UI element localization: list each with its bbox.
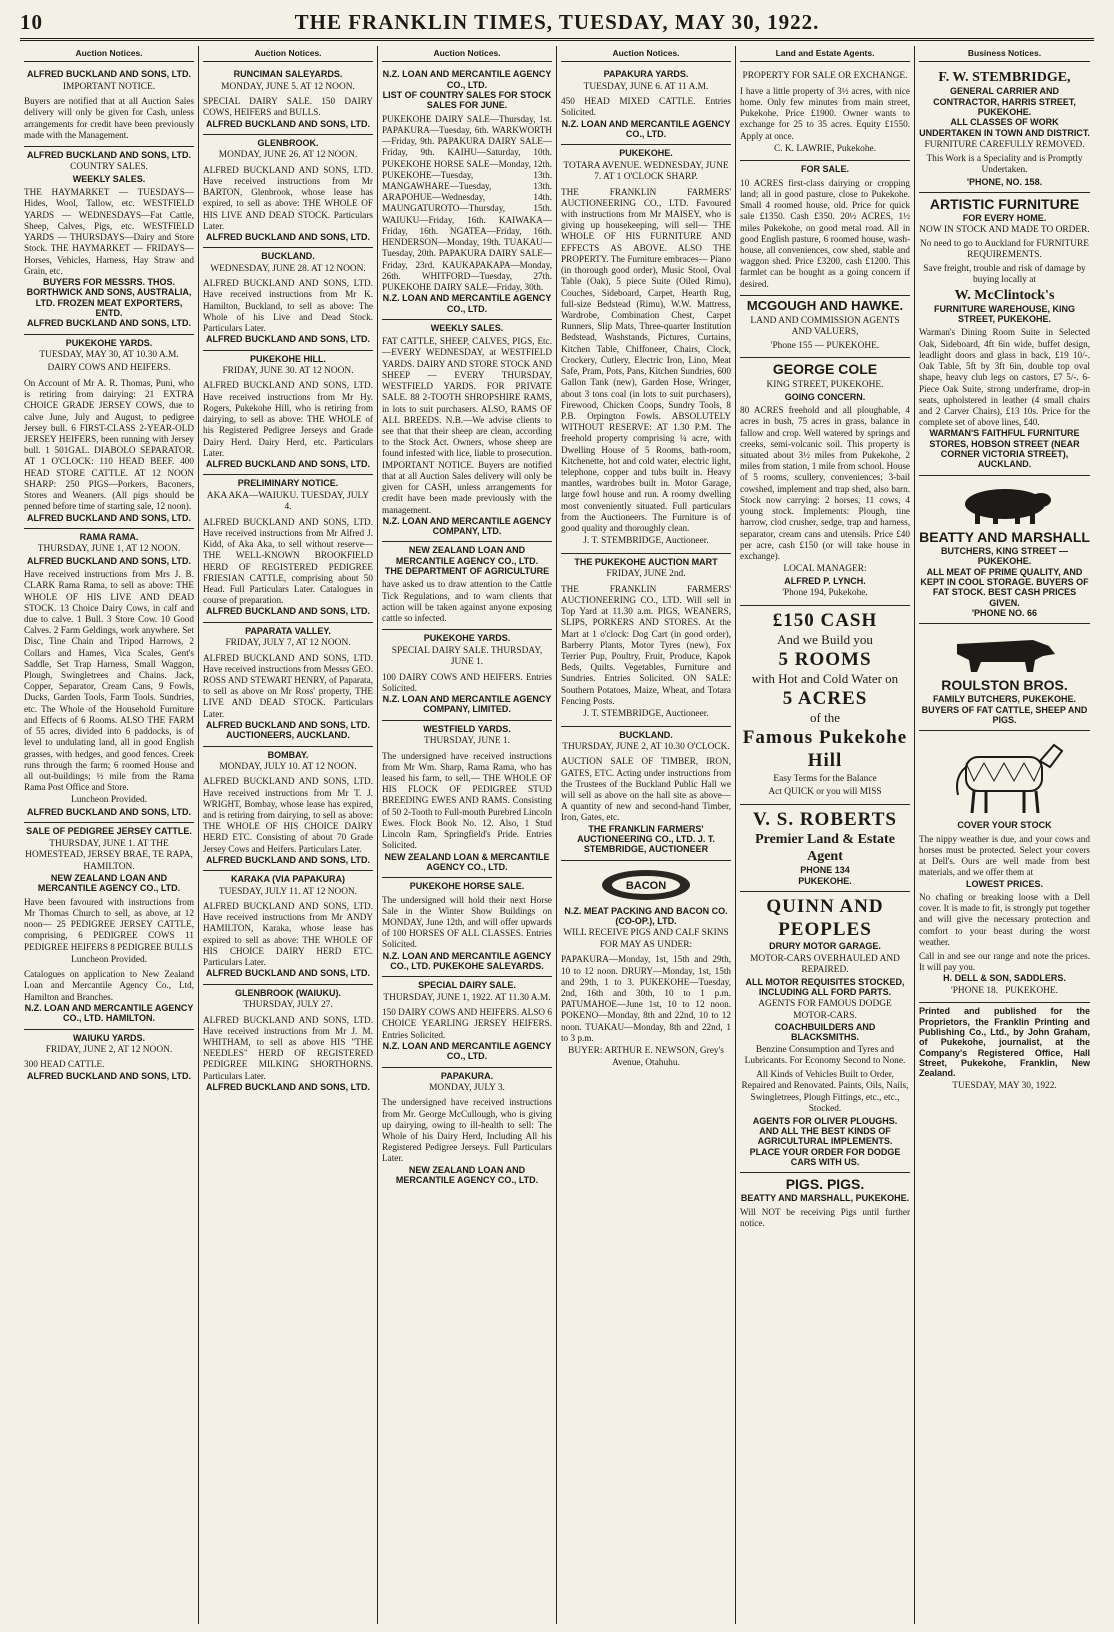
notice-body: THE FRANKLIN FARMERS' AUCTIONEERING CO., LTD. Will sell in Top Yard at 11.30 a.m. PIGS, WEANERS, SLIPS, PORKERS AND STORES. At the Mart at 1 o'clock: Dog Cart (in good order), Barberry Plants, Motor Tyres (new), Fox Terrier Pup, Poultry, Fruit, Produce, Kapok Beds, Quilts. Vegetables, Furniture and Sundries. Entries Solicited. ON SALE: Southern Potatoes, Maize, Wheat, and Totara Fencing Posts.: [561, 583, 731, 706]
ad-headline: 5 ACRES: [782, 687, 868, 709]
notice-heading: GLENBROOK (WAIUKU).: [235, 987, 341, 998]
notice-waiuku-yards: [24, 1030, 194, 1086]
ad-body: Call in and see our range and note the prices. It will pay you.: [919, 951, 1090, 973]
notice-heading: PUKEKOHE HORSE SALE.: [409, 881, 525, 892]
ad-vs-roberts: [740, 805, 910, 892]
ad-line: AND ALL THE BEST KINDS OF AGRICULTURAL IMPLEMENTS.: [757, 1125, 893, 1147]
column-4: [557, 46, 736, 1624]
notice-date: WEDNESDAY, JUNE 28. AT 12 NOON.: [210, 263, 366, 274]
notice-body: have asked us to draw attention to the Cattle Tick Regulations, and to warn clients that action will be taken against anyone exposing cattle so infected.: [382, 579, 552, 624]
ad-line: Benzine Consumption and Tyres and Lubricants. For Economy Second to None.: [744, 1044, 906, 1067]
ad-body: 80 ACRES freehold and all ploughable, 4 acres in bush, 75 acres in grass, balance in fallow and crop. Well watered by springs and creeks, semi-volcanic soil. This property is situated about 3½ miles from Pukekohe, 2 miles from station, 1 mile from school. House of 5 rooms, scullery, conveniences; 3-bail cowshed, implement and trap shed, also barn. Stock now carrying: 2 horses, 11 cows, 4 young stock. Implements: Plough, tine harrow, clod crusher, sedge, trap and harness, separator, cream cans and utensils. Price £40 per acre, cash £150 (or will take house in exchange).: [740, 405, 910, 561]
notice-date: THURSDAY, JULY 27.: [243, 1000, 333, 1011]
notice-signature: ALFRED BUCKLAND AND SONS, LTD.: [206, 334, 370, 345]
notice-subheading: WEEKLY SALES.: [72, 173, 146, 184]
ad-for-sale: [740, 161, 910, 296]
notice-heading: THE PUKEKOHE AUCTION MART: [574, 556, 718, 567]
notice-subheading: COUNTRY SALES.: [70, 162, 148, 173]
notice-catalogue: Catalogues on application to New Zealand Loan and Mercantile Agency Co., Ltd, Hamilton and Branches.: [24, 969, 194, 1002]
notice-auction-mart: [561, 554, 731, 727]
ad-heading: ARTISTIC FURNITURE: [929, 195, 1080, 212]
notice-signature: J. T. STEMBRIDGE, Auctioneer.: [583, 709, 709, 720]
notice-heading: PAPAKURA YARDS.: [603, 69, 689, 80]
notice-heading: GLENBROOK.: [257, 137, 319, 148]
ad-subheading: BUTCHERS, KING STREET — PUKEKOHE.: [940, 545, 1068, 567]
notice-heading: BUCKLAND.: [261, 251, 315, 262]
notice-signature: N.Z. LOAN AND MERCANTILE AGENCY CO., LTD.: [561, 118, 731, 139]
ad-line: Save freight, trouble and risk of damage by buying locally at: [923, 263, 1086, 286]
ad-beatty-marshall: [919, 476, 1090, 624]
notice-signature: ALFRED BUCKLAND AND SONS, LTD.: [206, 118, 370, 129]
notice-heading: ALFRED BUCKLAND AND SONS, LTD.: [27, 69, 191, 80]
notice-heading: ALFRED BUCKLAND AND SONS, LTD.: [27, 150, 191, 161]
notice-signature: N.Z. LOAN AND MERCANTILE AGENCY CO., LTD.: [382, 293, 552, 314]
ad-subheading: FURNITURE WAREHOUSE, KING STREET, PUKEKOHE.: [933, 303, 1075, 325]
notice-signature: BUYER: ARTHUR E. NEWSON, Grey's Avenue, Otahuhu.: [568, 1046, 724, 1068]
notice-date: TUESDAY, MAY 30, AT 10.30 A.M.: [39, 350, 179, 361]
ad-subheading: LOWEST PRICES.: [965, 878, 1043, 889]
ad-line: NOW IN STOCK AND MADE TO ORDER.: [919, 225, 1090, 236]
ad-phone: 'Phone 155: [770, 340, 813, 351]
notice-rama-rama: [24, 529, 194, 823]
notice-papakura: [382, 1068, 552, 1191]
notice-signature: ALFRED BUCKLAND AND SONS, LTD.: [206, 606, 370, 617]
notice-signature: ALFRED BUCKLAND AND SONS, LTD.: [27, 806, 191, 817]
notice-body: ALFRED BUCKLAND AND SONS, LTD. Have received instructions from Mr BARTON, Glenbrook, whose lease has expired, to sell as above: THE WHOLE OF HIS LIVE AND DEAD STOCK. Particulars Later.: [203, 164, 373, 231]
bacon-pig-logo-icon: [591, 867, 701, 903]
notice-date: FRIDAY, JULY 7, AT 12 NOON.: [225, 638, 351, 649]
ad-property-exchange: [740, 66, 910, 161]
notice-body: ALFRED BUCKLAND AND SONS, LTD. Have received instructions from Mr T. J. WRIGHT, Bombay, whose lease has expired, and is retiring from dairying, to sell as above: THE WHOLE OF HIS CHOICE DAIRY HERD ETC. Consisting of about 70 Grade Jersey Cows and Heifers. Particulars Later.: [203, 776, 373, 854]
notice-date: AKA AKA—WAIUKU. TUESDAY, JULY 4.: [206, 490, 370, 513]
notice-signature: ALFRED BUCKLAND AND SONS, LTD.: [206, 232, 370, 243]
notice-signature: ALFRED BUCKLAND AND SONS, LTD.: [206, 968, 370, 979]
ad-subheading: FOR EVERY HOME.: [962, 212, 1047, 223]
notice-heading: PUKEKOHE HILL.: [249, 353, 326, 364]
notice-glenbrook-waiuku: [203, 985, 373, 1097]
notice-date: THURSDAY, JUNE 2, AT 10.30 O'CLOCK.: [562, 741, 730, 752]
notice-heading: BOMBAY.: [267, 749, 309, 760]
column-6: [915, 46, 1094, 1624]
notice-country-sales: [24, 147, 194, 335]
notice-date: FRIDAY, JUNE 2nd.: [606, 569, 686, 580]
notice-body: ALFRED BUCKLAND AND SONS, LTD. Have received instructions from Mr K. Hamilton, Buckland, to sell as above: The Whole of his Live and Dead Stock. Particulars Later.: [203, 278, 373, 334]
ad-line: This Work is a Speciality and is Promptly Undertaken.: [926, 153, 1083, 176]
notice-body: Buyers are notified that at all Auction Sales delivery will only be given for Cash, unless arrangements for credit have been previously made with the Management.: [24, 96, 194, 140]
notice-body: ALFRED BUCKLAND AND SONS, LTD. Have received instructions from Mr J. M. WHITHAM, to sell as above HIS "THE NEEDLES" HERD OF REGISTERED PEDIGREE MILKING SHORTHORNS. Particulars Later.: [203, 1014, 373, 1081]
notice-signature: ALFRED BUCKLAND AND SONS, LTD.: [27, 1070, 191, 1081]
notice-body: ALFRED BUCKLAND AND SONS, LTD. Have received instructions from Mr ANDY HAMILTON, Karaka, whose lease has expired to sell as above: THE WHOLE OF HIS CHOICE DAIRY HERD ETC. Particulars Later.: [203, 901, 373, 968]
notice-body: The undersigned have received instructions from Mr Wm. Sharp, Rama Rama, who has leased his farm, to sell,— THE WHOLE OF HIS FLOCK OF PEDIGREE STUD BREEDING EWES AND RAMS. Consisting of 50 2-Tooth to Full-mouth Purebred Lincoln Ewes. Flock Book No. 12. Also, 1 Stud Lincoln Ram, Springfield's Pride. Entries Solicited.: [382, 750, 552, 851]
page-number: 10: [20, 9, 43, 34]
ad-line: All Kinds of Vehicles Built to Order, Repaired and Renovated. Paints, Oils, Nails, Swingletrees, Plough Fittings, etc., etc., Stocked.: [741, 1069, 909, 1115]
imprint-text: Printed and published for the Proprietors, the Franklin Printing and Publishing Co., Ltd., by John Graham, of Pukekohe, journalist, at the Company's Registered Office, Hall Street, Pukekohe, Franklin, New Zealand.: [919, 1006, 1090, 1079]
ad-line: ALL CLASSES OF WORK UNDERTAKEN IN TOWN AND DISTRICT.: [919, 117, 1090, 138]
ad-signature: WARMAN'S FAITHFUL FURNITURE STORES, HOBSON STREET (NEAR CORNER VICTORIA STREET), AUCKLAND.: [929, 428, 1080, 470]
ad-line: ALL MOTOR REQUISITES STOCKED, INCLUDING ALL FORD PARTS.: [745, 976, 905, 997]
notice-heading: PUKEKOHE.: [619, 148, 673, 159]
column-1: [20, 46, 199, 1624]
ad-heading: COVER YOUR STOCK: [957, 820, 1052, 831]
notice-signature: ALFRED BUCKLAND AND SONS, LTD.: [206, 459, 370, 470]
imprint-date: TUESDAY, MAY 30, 1922.: [952, 1080, 1057, 1091]
ad-body: I have a little property of 3½ acres, with nice home. Only few minutes from main street, Pukekohe. Price £1900. Owner wants to exchange for 25 to 35 acres. Equity £1550. Apply at once.: [740, 85, 910, 141]
notice-heading: RUNCIMAN SALEYARDS.: [233, 69, 343, 80]
notice-signature: ALFRED BUCKLAND AND SONS, LTD. AUCTIONEERS, AUCKLAND.: [206, 719, 370, 741]
notice-subheading: LIST OF COUNTRY SALES FOR STOCK SALES FOR JUNE.: [382, 90, 552, 111]
ad-line: MOTOR-CARS OVERHAULED AND REPAIRED.: [750, 953, 900, 976]
ad-subheading: GENERAL CARRIER AND CONTRACTOR, HARRIS STREET, PUKEKOHE.: [933, 86, 1076, 118]
notice-date: MONDAY, JUNE 26. AT 12 NOON.: [218, 150, 358, 161]
notice-pukekohe-yards-dairy: [382, 630, 552, 720]
notice-heading: N.Z. MEAT PACKING AND BACON CO. (CO-OP.), LTD.: [564, 905, 728, 927]
ad-name: H. DELL & SON, SADDLERS.: [943, 973, 1066, 984]
notice-body: AUCTION SALE OF TIMBER, IRON, GATES, ETC. Acting under instructions from the Trustees of the Buckland Public Hall we will sell as above on the hall site as above— A quantity of new and second-hand Timber, Iron, Gates, etc.: [561, 756, 731, 823]
ad-subheading: Premier Land & Estate Agent: [755, 832, 895, 865]
ad-line: PLACE YOUR ORDER FOR DODGE CARS WITH US.: [749, 1146, 901, 1168]
notice-bacon-co: [561, 861, 731, 1074]
notice-body: 100 DAIRY COWS AND HEIFERS. Entries Solicited.: [382, 671, 552, 693]
column-header: Business Notices.: [919, 46, 1090, 62]
ad-subheading: GOING CONCERN.: [784, 391, 866, 402]
notice-papakura-yards: [561, 66, 731, 145]
notice-note: Luncheon Provided.: [70, 795, 148, 806]
ad-heading: ROULSTON BROS.: [941, 677, 1068, 694]
notice-heading: RAMA RAMA.: [79, 531, 139, 542]
ad-heading: GEORGE COLE: [772, 361, 878, 378]
ad-line: FURNITURE CAREFULLY REMOVED.: [924, 140, 1085, 151]
notice-auctioneer: ALFRED BUCKLAND AND SONS, LTD.: [27, 555, 191, 566]
notice-signature: THE FRANKLIN FARMERS' AUCTIONEERING CO., LTD. J. T. STEMBRIDGE, AUCTIONEER: [577, 823, 715, 855]
ad-subheading: KING STREET, PUKEKOHE.: [766, 380, 884, 391]
notice-body: PUKEKOHE DAIRY SALE—Thursday, 1st. PAPAKURA—Tuesday, 6th. WARKWORTH—Friday, 9th. PAPAKURA DAIRY SALE—Friday, 9th. KAIHU—Saturday, 10th. PUKEKOHE HORSE SALE—Monday, 12th. PUKEKOHE—Tuesday, 13th. MANGAWHARE—Tuesday, 13th. ARAPOHUE—Wednesday, 14th. MAUNGATUROTO—Thursday, 15th. WAIUKU—Friday, 16th. KAIWAKA—Friday, 16th. NGATEA—Friday, 16th. HENDERSON—Monday, 19th. TUAKAU—Tuesday, 20th. PAPAKURA DAIRY SALE—Friday, 23rd. KAUKAPAKAPA—Monday, 26th. WHITFORD—Tuesday, 27th. PUKEKOHE DAIRY SALE—Friday, 30th.: [382, 113, 552, 293]
notice-signature: N.Z. LOAN AND MERCANTILE AGENCY CO., LTD.: [382, 1040, 552, 1062]
notice-runciman: [203, 66, 373, 135]
notice-paparata: [203, 623, 373, 747]
column-3: [378, 46, 557, 1624]
ad-signature: C. K. LAWRIE, Pukekohe.: [773, 143, 877, 154]
column-header: Land and Estate Agents.: [740, 46, 910, 62]
ad-subheading: BEATTY AND MARSHALL, PUKEKOHE.: [740, 1193, 910, 1204]
notice-signature: ALFRED BUCKLAND AND SONS, LTD.: [27, 512, 191, 523]
notice-signature: N.Z. LOAN AND MERCANTILE AGENCY CO., LTD. PUKEKOHE SALEYARDS.: [382, 950, 552, 972]
notice-bombay: [203, 747, 373, 872]
notice-heading: N.Z. LOAN AND MERCANTILE AGENCY CO., LTD.: [382, 69, 552, 90]
notice-body: 150 DAIRY COWS AND HEIFERS. ALSO 6 CHOICE YEARLING JERSEY HEIFERS. Entries Solicited.: [382, 1007, 552, 1040]
ad-heading: PIGS. PIGS.: [785, 1176, 865, 1193]
notice-date: TUESDAY, JULY 11. AT 12 NOON.: [218, 886, 358, 897]
notice-body: PAPAKURA—Monday, 1st, 15th and 29th, 10 to 12 noon. DRURY—Monday, 1st, 15th and 29th, 1 to 3. PUKEKOHE—Tuesday, 2nd, 16th and 30th, 10 to 1 p.m. PATUMAHOE—June 1st, 10 to 12 noon. POKENO—Monday, 8th and 22nd, 10 to 12 noon. TUAKAU—Monday, 8th and 22nd, 1 to 3 p.m.: [561, 954, 731, 1043]
logo-label: BACON: [625, 879, 667, 892]
notice-body: SPECIAL DAIRY SALE. 150 DAIRY COWS, HEIFERS and BULLS.: [203, 96, 373, 118]
ad-heading: V. S. ROBERTS: [753, 808, 897, 830]
ad-phone: 'PHONE, NO. 158.: [966, 176, 1043, 187]
ad-headline: Famous Pukekohe Hill: [742, 726, 908, 771]
notice-date: THURSDAY, JUNE 1, 1922. AT 11.30 A.M.: [383, 992, 551, 1003]
notice-body: Have been favoured with instructions from Mr Thomas Church to sell, as above, at 12 noon— 25 PEDIGREE JERSEY CATTLE, comprising, 6 PEDIGREE COWS 11 PEDIGREE HEIFERS 8 PEDIGREE BULLS: [24, 896, 194, 952]
notice-auctioneer: NEW ZEALAND LOAN AND MERCANTILE AGENCY CO., LTD.: [37, 873, 181, 894]
notice-heading: PAPARATA VALLEY.: [245, 625, 331, 636]
ad-heading: F. W. STEMBRIDGE,: [938, 70, 1071, 86]
notice-body: 450 HEAD MIXED CATTLE. Entries Solicited.: [561, 96, 731, 118]
notice-cattle-tick: [382, 542, 552, 630]
notice-aka-aka: [203, 475, 373, 622]
ad-body: BUYERS OF FAT CATTLE, SHEEP AND PIGS.: [921, 704, 1088, 726]
notice-signature: J. T. STEMBRIDGE, Auctioneer.: [583, 536, 709, 547]
ad-line: Act QUICK or you will MISS: [768, 787, 882, 798]
ad-town: PUKEKOHE.: [1005, 985, 1058, 996]
ad-headline: 5 ROOMS: [778, 648, 872, 670]
notice-body: 300 HEAD CATTLE.: [24, 1059, 105, 1070]
ad-name: W. McClintock's: [954, 287, 1055, 303]
sheep-icon: [945, 482, 1065, 526]
notice-date: THURSDAY, JUNE 1. AT THE HOMESTEAD, JERSEY BRAE, TE RAPA, HAMILTON.: [25, 838, 193, 872]
notice-body: ALFRED BUCKLAND AND SONS, LTD. Have received instructions from Messrs GEO. ROSS AND STEWART HENRY, of Paparata, to sell as above on Mr Ross' property, THE LIVE AND DEAD STOCK. Particulars Later.: [203, 652, 373, 719]
column-2: [199, 46, 378, 1624]
notice-buyers: BUYERS FOR MESSRS. THOS. BORTHWICK AND SONS, AUSTRALIA, LTD. FROZEN MEAT EXPORTERS, ENTD.: [26, 276, 192, 318]
ad-subheading: LAND AND COMMISSION AGENTS AND VALUERS,: [750, 315, 900, 338]
ad-stembridge: [919, 66, 1090, 193]
column-header: Auction Notices.: [203, 46, 373, 62]
notice-date: MONDAY, JULY 3.: [429, 1082, 505, 1093]
notice-heading: WESTFIELD YARDS.: [423, 723, 511, 734]
notice-signature: ALFRED BUCKLAND AND SONS, LTD.: [206, 1081, 370, 1092]
notice-signature: NEW ZEALAND LOAN & MERCANTILE AGENCY CO., LTD.: [384, 851, 550, 872]
notice-horse-sale: [382, 878, 552, 977]
notice-body: On Account of Mr A. R. Thomas, Puni, who is retiring from dairying: 21 EXTRA CHOICE GRADE JERSEY COWS, due to calve June, July and August, to pedigree Jersey bull. 6 FIRST-CLASS 2-YEAR-OLD JERSEY HEIFERS, been running with Jersey bull. 1 501GAL. DIABOLO SEPARATOR. AT 1 O'CLOCK: 110 HEAD BEEF. 400 HEAD STORE CATTLE. AT 12 NOON SHARP: 250 PIGS—Porkers, Baconers, Stores and Weaners. (All pigs should be penned before time of starting sale, 12 noon).: [24, 377, 194, 512]
notice-country-sales-list: [382, 66, 552, 320]
notice-buckland: [203, 248, 373, 350]
ad-phone: 'PHONE 18.: [951, 985, 999, 996]
notice-signature: N.Z. LOAN AND MERCANTILE AGENCY COMPANY, LTD.: [382, 515, 552, 537]
ad-line: with Hot and Cold Water on: [751, 670, 899, 686]
ad-manager-label: LOCAL MANAGER:: [783, 564, 867, 575]
notice-signature: ALFRED BUCKLAND AND SONS, LTD.: [27, 318, 191, 329]
ad-line: COACHBUILDERS AND BLACKSMITHS.: [774, 1022, 876, 1043]
paper-title: THE FRANKLIN TIMES: [294, 9, 547, 34]
notice-heading: PAPAKURA.: [440, 1070, 494, 1081]
notice-date: SPECIAL DAIRY SALE. THURSDAY, JUNE 1.: [391, 645, 543, 668]
notice-body: ALFRED BUCKLAND AND SONS, LTD. Have received instructions from Mr Alfred J. Kidd, of Aka Aka, to sell without reserve— THE WELL-KNOWN BROOKFIELD HERD OF REGISTERED PEDIGREE FRIESIAN CATTLE, comprising about 50 Head. Full Particulars Later. Catalogues in course of preparation.: [203, 516, 373, 606]
notice-pukekohe-yards: [24, 335, 194, 529]
notice-body: Have received instructions from Mrs J. B. CLARK Rama Rama, to sell as above: THE WHOLE OF HIS LIVE AND DEAD STOCK. 13 Choice Dairy Cows, in calf and due to calve. 1 Bull. 3 Store Cow. 10 Good Calves. 2 Farm Geldings, work anywhere. Set Disc, Tine Chain and Tripod Harrows, 2 Collars and Hames, Vica Scales, Gent's Saddle, Set Trap Harness, Small Waggon, Plough, Swingletrees and Chains. Jack, Copper, Separator, Cream Cans, 9 Fowls, Ducks, Garden Tools, Farm Tools. Sundries, etc. The Whole of the Household Furniture and Effects of 6 Rooms. ALSO THE FARM of 55 acres, divided into 6 paddocks, is of level to undulating land, all in good English grasses, with hedges, and good fences. Creek runs through the farm; 6 roomed House and all out-buildings; ½ mile from the Rama Rama Post Office and Store.: [24, 569, 194, 793]
notice-body: THE HAYMARKET — TUESDAYS—Hides, Wool, Tallow, etc. WESTFIELD YARDS — WEDNESDAYS—Fat Cattle, Sheep, Calves, Pigs, etc. WESTFIELD YARDS — THURSDAYS—Dairy and Store Stock. THE HAYMARKET — FRIDAYS—Horses, Vehicles, Harness, Hay Straw and Grain, etc.: [24, 187, 194, 276]
notice-heading: SPECIAL DAIRY SALE.: [418, 980, 516, 991]
ad-heading: QUINN AND PEOPLES: [766, 895, 884, 941]
ad-line: AGENTS FOR OLIVER PLOUGHS.: [752, 1115, 898, 1126]
masthead: 10 THE FRANKLIN TIMES, TUESDAY, MAY 30, 1922.: [20, 9, 820, 34]
notice-date: FRIDAY, JUNE 2, AT 12 NOON.: [45, 1044, 173, 1055]
ad-body: ALL MEAT OF PRIME QUALITY, AND KEPT IN COOL STORAGE. BUYERS OF FAT STOCK. BEST CASH PRICES GIVEN.: [920, 566, 1089, 608]
notice-westfield-yards: [382, 721, 552, 878]
ad-town: PUKEKOHE.: [798, 875, 852, 886]
notice-date: MONDAY, JULY 10. AT 12 NOON.: [219, 761, 357, 772]
ad-phone: 'Phone 194, Pukekohe.: [782, 588, 868, 599]
ad-150-cash: [740, 606, 910, 805]
ad-line: of the: [810, 709, 840, 725]
notice-karaka: [203, 871, 373, 984]
notice-body: FAT CATTLE, SHEEP, CALVES, PIGS, Etc.—EVERY WEDNESDAY, at WESTFIELD YARDS. DAIRY AND STORE STOCK AND SHEEP — EVERY THURSDAY, WESTFIELD YARDS. FOR PRIVATE SALE. 88 2-TOOTH SHROPSHIRE RAMS, in lots to suit purchasers. ALSO, RAMS OF ALL BREEDS. N.B.—We advise clients to see that that their sheep are clean, according to the Stock Act. Owners, whose sheep are found infested with lice, liable to prosecution. IMPORTANT NOTICE. Buyers are notified that at all Auction Sales delivery will only be given for CASH, unless arrangements for credit have been made previously with the management.: [382, 336, 552, 515]
ad-line: Easy Terms for the Balance: [773, 773, 877, 784]
ad-heading: MCGOUGH AND HAWKE.: [746, 297, 904, 313]
notice-buckland-timber: [561, 727, 731, 861]
notice-weekly-sales: [382, 320, 552, 543]
ad-george-cole: [740, 358, 910, 605]
column-header: Auction Notices.: [382, 46, 552, 62]
notice-date: MONDAY, JUNE 5. AT 12 NOON.: [221, 81, 355, 92]
notice-date: TUESDAY, JUNE 6. AT 11 A.M.: [583, 81, 709, 92]
ad-pigs: [740, 1173, 910, 1234]
column-5: [736, 46, 915, 1624]
ad-heading: BEATTY AND MARSHALL: [919, 528, 1090, 545]
ad-subheading: FAMILY BUTCHERS, PUKEKOHE.: [932, 694, 1077, 705]
masthead-rule: [20, 38, 1094, 41]
ad-phone: 'PHONE NO. 66: [971, 607, 1038, 618]
notice-special-dairy: [382, 977, 552, 1067]
issue-date: TUESDAY, MAY 30, 1922.: [558, 9, 820, 34]
ad-phone: PHONE 134: [800, 865, 850, 876]
notice-heading: PUKEKOHE YARDS.: [423, 633, 511, 644]
notice-pukekohe-hill: [203, 351, 373, 476]
notice-glenbrook: [203, 135, 373, 248]
ad-roulston-bros: [919, 624, 1090, 731]
ad-line: AGENTS FOR FAMOUS DODGE MOTOR-CARS.: [758, 999, 892, 1021]
ad-body: No chafing or breaking loose with a Dell cover. It is made to fit, is strongly put together and will give the necessary protection and comfort to your beast during the worst weather.: [919, 891, 1090, 947]
ad-artistic-furniture: [919, 193, 1090, 476]
imprint: [919, 1003, 1090, 1097]
ad-body: Will NOT be receiving Pigs until further notice.: [740, 1206, 910, 1228]
ad-subheading: DRURY MOTOR GARAGE.: [769, 941, 881, 952]
ad-town: PUKEKOHE.: [826, 340, 880, 351]
notice-signature: N.Z. LOAN AND MERCANTILE AGENCY COMPANY, LIMITED.: [382, 694, 552, 715]
ad-quinn-peoples: [740, 892, 910, 1173]
notice-subheading: DAIRY COWS AND HEIFERS.: [47, 363, 171, 374]
bull-icon: [945, 630, 1065, 674]
notice-body: ALFRED BUCKLAND AND SONS, LTD. Have received instructions from Mr Hy. Rogers, Pukekohe Hill, who is retiring from dairying, to sell as above: THE WHOLE of his Registered Pedigree Jerseys and Grade Dairy Herd. Dairy Herd, etc. Particulars Later.: [203, 380, 373, 458]
columns: [20, 46, 1094, 1624]
notice-date: TOTARA AVENUE. WEDNESDAY, JUNE 7. AT 1 O'CLOCK SHARP.: [563, 160, 729, 183]
notice-jersey-cattle: [24, 823, 194, 1029]
ad-heading: PROPERTY FOR SALE OR EXCHANGE.: [742, 71, 908, 82]
ad-line: No need to go to Auckland for FURNITURE REQUIREMENTS.: [920, 238, 1089, 261]
notice-signature: N.Z. LOAN AND MERCANTILE AGENCY CO., LTD. HAMILTON.: [24, 1002, 194, 1024]
notice-note: Luncheon Provided.: [70, 954, 148, 965]
ad-line: And we Build you: [777, 631, 873, 647]
notice-body: The undersigned will hold their next Horse Sale in the Winter Show Buildings on MONDAY, June 12th, and will offer upwards of 100 HORSES OF ALL CLASSES. Entries Solicited.: [382, 894, 552, 950]
notice-signature: ALFRED BUCKLAND AND SONS, LTD.: [206, 854, 370, 865]
notice-body: THE FRANKLIN FARMERS' AUCTIONEERING CO., LTD. Favoured with instructions from Mr MAISEY, who is giving up housekeeping, will sell— THE WHOLE OF HIS FURNITURE AND EFFECTS AS ABOVE. ALSO THE PROPERTY. The Furniture embraces— Piano (in thorough good order), Music Stool, Oval Table (Oak), 5 piece Suite (Oiled Rimu), Couches, Sideboard, Carpet, Hearth Rug, full-size Bedstead (Rimu), W.W. Mattress, Wardrobe, Combination Chest, Carpet Runners, Slip Mats, Three-quarter Institution Bedstead, Washstands, Pictures, Curtains, Kitchen Table, Chiffoneer, Chairs, Clock, Crockery, Cutlery, Electric Iron, Lino, Meat Safe, Pram, Pots, Pans, Kitchen Sundries, 600 Gallon Tank (new), Garden Hose, Wringer, about 3 tons coal (in lots to suit purchasers), Firewood, Chicken Coops, Sundry Tools, 8 P.B. Orpington Fowls. ABSOLUTELY WITHOUT RESERVE: AT 1.30 P.M. The freehold property comprising ¼ acre, with Dwelling House of 5 Rooms, bath-room, Kitchenette, hot and cold water, electric light, telephone, copper and tubs built in. Heavy mantles, wardrobes built in. Motor Garage, large fowl house and run. A roomy dwelling most conveniently situated. Full particulars from the Auctioneers. The Furniture is of good quality and thoroughly clean.: [561, 186, 731, 534]
notice-body: The undersigned have received instructions from Mr. George McCullough, who is giving up dairying, owing to ill-health to sell: The Whole of his Dairy Herd, Including All his Registered Pedigree Jerseys. Full Particulars Later.: [382, 1097, 552, 1164]
covered-horse-icon: [940, 737, 1070, 817]
column-header: Auction Notices.: [561, 46, 731, 62]
ad-body: Warman's Dining Room Suite in Selected Oak, Sideboard, 4ft 6in wide, buffet design, leadlight doors and glass in back, £19 10/-. Oak Table, 5ft by 3ft 6in, double top oval shape, heavy club legs on castors, £7 5/-. 6-Piece Oak Suite, strong underframe, drop-in seats, upholstered in leather (4 small chairs and 2 Carver Chairs), £13 10s. Price for the complete set of above lines, £40.: [919, 327, 1090, 428]
ad-body: The nippy weather is due, and your cows and horses must be protected. Select your covers at Dell's. Ours are well made from best materials, and we offer them at: [919, 833, 1090, 878]
notice-heading: PRELIMINARY NOTICE.: [237, 478, 339, 489]
notice-date: THURSDAY, JUNE 1.: [424, 736, 510, 747]
notice-subheading: WILL RECEIVE PIGS AND CALF SKINS FOR MAY AS UNDER:: [563, 928, 729, 950]
notice-subheading: THE DEPARTMENT OF AGRICULTURE: [384, 566, 550, 577]
ad-headline: £150 CASH: [772, 609, 878, 631]
notice-heading: KARAKA (VIA PAPAKURA): [231, 874, 345, 885]
ad-heading: FOR SALE.: [800, 164, 849, 175]
notice-heading: BUCKLAND.: [619, 729, 673, 740]
notice-heading: SALE OF PEDIGREE JERSEY CATTLE.: [26, 826, 192, 837]
column-header: Auction Notices.: [24, 46, 194, 62]
notice-important: [24, 66, 194, 147]
notice-heading: PUKEKOHE YARDS.: [65, 337, 153, 348]
notice-totara-avenue: [561, 145, 731, 554]
ad-body: 10 ACRES first-class dairying or cropping land; all in good pasture, close to Pukekohe. Small 4 roomed house, old. Price for quick sale £1350. Cash £350. 20½ ACRES, 1½ miles Pukekohe, on good metal road. All in good English pasture, 6 roomed house, wash-house, all conveniences, cow shed, stable and waggon shed. Price £3200, cash £1200. This farmlet can be bought as a going concern if desired.: [740, 177, 910, 289]
notice-heading: WAIUKU YARDS.: [72, 1032, 145, 1043]
ad-cover-your-stock: [919, 731, 1090, 1003]
notice-signature: NEW ZEALAND LOAN AND MERCANTILE AGENCY CO., LTD.: [395, 1164, 539, 1185]
notice-date: FRIDAY, JUNE 30. AT 12 NOON.: [222, 366, 354, 377]
ad-mcgough-hawke: MCGOUGH AND HAWKE. LAND AND COMMISSION AGENTS AND VALUERS, 'Phone 155 — PUKEKOHE.: [740, 296, 910, 358]
notice-subheading: IMPORTANT NOTICE.: [62, 81, 156, 92]
notice-date: THURSDAY, JUNE 1, AT 12 NOON.: [37, 544, 181, 555]
notice-heading: WEEKLY SALES.: [430, 322, 504, 333]
ad-manager-name: ALFRED P. LYNCH.: [784, 575, 866, 586]
notice-heading: NEW ZEALAND LOAN AND MERCANTILE AGENCY CO., LTD.: [395, 545, 539, 566]
